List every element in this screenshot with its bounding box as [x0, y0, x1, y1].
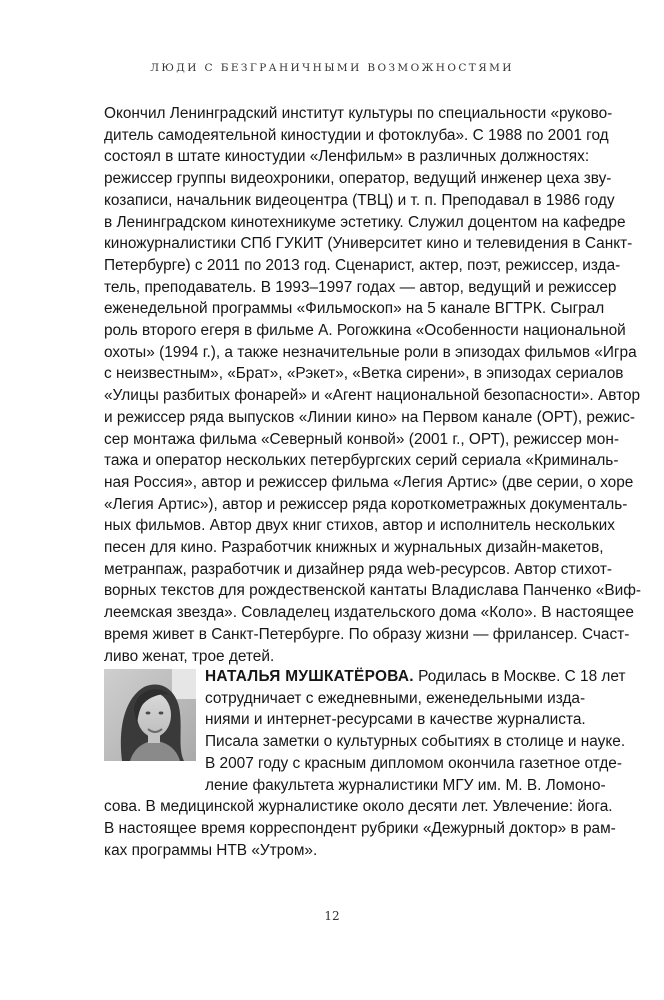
text-line: время живет в Санкт-Петербурге. По образу жизни — фрилансер. Счаст- — [104, 625, 630, 643]
text-line: киножурналистики СПб ГУКИТ (Университет кино и телевидения в Санкт- — [104, 235, 633, 253]
page-number: 12 — [324, 909, 340, 923]
text-line: режиссер группы видеохроники, оператор, ведущий инженер цеха зву- — [104, 170, 612, 188]
text-line: с неизвестным», «Брат», «Рэкет», «Ветка сирени», в эпизодах сериалов — [104, 365, 624, 383]
text-line: сер монтажа фильма «Северный конвой» (2001 г., ОРТ), режиссер мон- — [104, 430, 619, 448]
text-line: ливо женат, трое детей. — [104, 647, 275, 665]
text-line: в Ленинградском кинотехникуме эстетику. Служил доцентом на кафедре — [104, 213, 626, 231]
text-line: В 2007 году с красным дипломом окончила газетное отде- — [205, 754, 622, 772]
text-line: тель, преподаватель. В 1993–1997 годах — автор, ведущий и режиссер — [104, 278, 617, 296]
text-line: еженедельной программы «Фильмоскоп» на 5 канале ВГТРК. Сыграл — [104, 300, 605, 318]
text-line: роль второго егеря в фильме А. Рогожкина «Особенности национальной — [104, 322, 626, 340]
text-line: Писала заметки о культурных событиях в столице и науке. — [205, 733, 626, 751]
text-line: ниями и интернет-ресурсами в качестве журналиста. — [205, 711, 586, 729]
text-line-rest: Родилась в Москве. С 18 лет — [413, 668, 626, 685]
text-line: сотрудничает с ежедневными, еженедельными изда- — [205, 689, 586, 707]
text-line — [104, 666, 626, 688]
text-line: тажа и оператор нескольких петербургских серий сериала «Криминаль- — [104, 452, 619, 470]
text-line: сова. В медицинской журналистике около десяти лет. Увлечение: йога. — [104, 798, 613, 816]
text-line: козаписи, начальник видеоцентра (ТВЦ) и т. п. Преподавал в 1986 году — [104, 191, 615, 209]
text-line: песен для кино. Разработчик книжных и журнальных дизайн-макетов, — [104, 539, 604, 557]
text-line: ных фильмов. Автор двух книг стихов, автор и исполнитель нескольких — [104, 517, 615, 535]
text-line: ная Россия», автор и режиссер фильма «Легия Артис» (две серии, о хоре — [104, 473, 634, 491]
text-line: «Легия Артис»), автор и режиссер ряда короткометражных документаль- — [104, 495, 628, 513]
text-line: леемская звезда». Совладелец издательского дома «Коло». В настоящее — [104, 604, 634, 622]
text-line: ление факультета журналистики МГУ им. М. В. Ломоно- — [205, 776, 606, 794]
text-line: метранпаж, разработчик и дизайнер ряда web-ресурсов. Автор стихот- — [104, 560, 613, 578]
bio-paragraph-2 — [104, 666, 626, 861]
text-line: и режиссер ряда выпусков «Линии кино» на Первом канале (ОРТ), режис- — [104, 408, 636, 426]
running-head: ЛЮДИ С БЕЗГРАНИЧНЫМИ ВОЗМОЖНОСТЯМИ — [150, 62, 514, 74]
bio-paragraph-1 — [104, 103, 641, 667]
text-line: охоты» (1994 г.), а также незначительные роли в эпизодах фильмов «Игра — [104, 343, 637, 361]
text-line: ках программы НТВ «Утром». — [104, 841, 318, 859]
text-line: В настоящее время корреспондент рубрики «Дежурный доктор» в рам- — [104, 819, 616, 837]
text-line: ворных текстов для рождественской кантаты Владислава Панченко «Виф- — [104, 582, 641, 600]
text-line: Петербурге) с 2011 по 2013 год. Сценарист, актер, поэт, режиссер, изда- — [104, 256, 621, 274]
text-line: «Улицы разбитых фонарей» и «Агент национальной безопасности». Автор — [104, 387, 641, 405]
text-line: состоял в штате киностудии «Ленфильм» в различных должностях: — [104, 148, 590, 166]
text-line: дитель самодеятельной киностудии и фотоклуба». С 1988 по 2001 год — [104, 126, 609, 144]
text-line: Окончил Ленинградский институт культуры по специальности «руково- — [104, 105, 613, 122]
person-name: НАТАЛЬЯ МУШКАТЁРОВА. — [205, 668, 414, 685]
